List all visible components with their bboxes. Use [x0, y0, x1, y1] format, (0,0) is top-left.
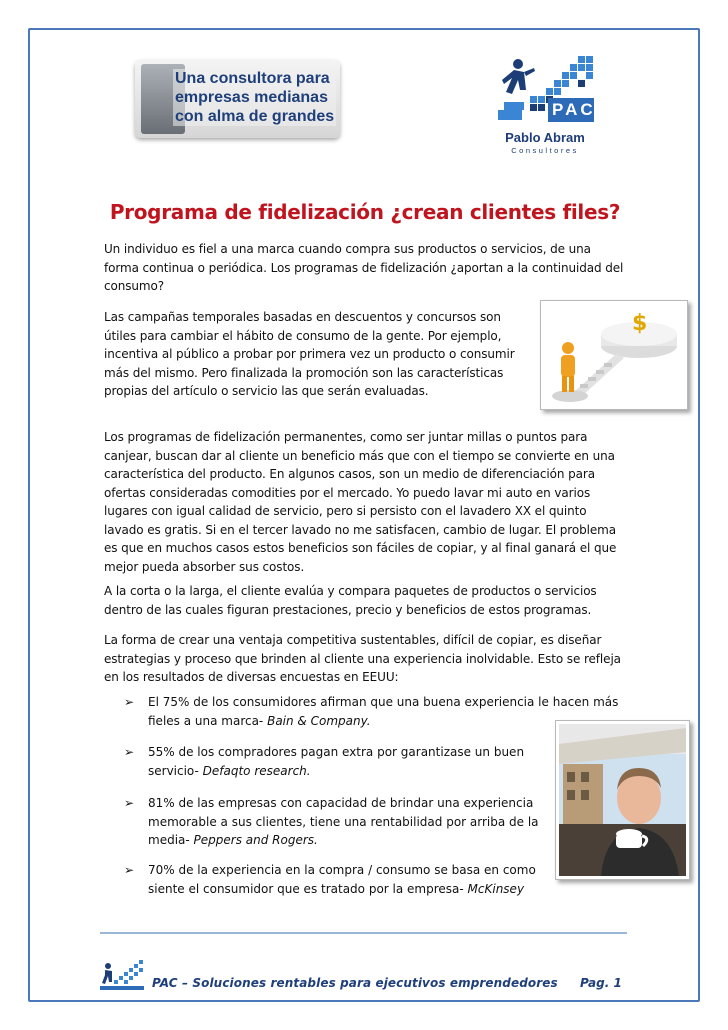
list-item [118, 743, 558, 780]
banner-text [173, 69, 336, 126]
header-banner [135, 60, 340, 138]
bullet-text: El 75% de los consumidores afirman que una buena experiencia le hacen más fieles a una marca- [148, 695, 619, 728]
logo-letters: PAC [552, 100, 596, 119]
bullet-source: Bain & Company. [267, 713, 371, 728]
list-item [118, 861, 556, 898]
stairs-illustration [544, 304, 684, 406]
bullet-text: 55% de los compradores pagan extra por garantizase un buen servicio- [148, 745, 525, 778]
arrow-bullet-icon: ➢ [124, 695, 135, 709]
bullet-text: 81% de las empresas con capacidad de brindar una experiencia memorable a sus clientes, tiene una rentabilidad por arriba de la media- [148, 796, 539, 847]
arrow-bullet-icon: ➢ [124, 745, 135, 759]
stairs-success-image [540, 300, 688, 410]
list-item [118, 794, 556, 850]
arrow-bullet-icon: ➢ [124, 796, 135, 810]
banner-line: con alma de grandes [175, 108, 335, 125]
banner-line: Una consultora para [173, 69, 336, 88]
logo-name: Pablo Abram [505, 130, 585, 145]
article-title: Programa de fidelización ¿crean clientes files? [109, 200, 621, 224]
paragraph: Los programas de fidelización permanentes, como ser juntar millas o puntos para canjear, buscan dar al cliente un beneficio más que con el tiempo se convierte en una característica del producto. En algunos casos, son un medio de diferenciación para ofertas consideradas comodities por el mercado. Yo puedo lavar mi auto en varios lugares con igual calidad de servicio, pero si persisto con el lavadero XX el quinto lavado es gratis. Si en el tercer lavado no me satisfacen, cambio de lugar. El problema es que en muchos casos estos beneficios son fáciles de copiar, y al final ganará el que mejor pueda absorber sus costos. [104, 430, 617, 574]
paragraph: Un individuo es fiel a una marca cuando compra sus productos o servicios, de una forma continua o periódica. Los programas de fidelización ¿aportan a la continuidad del consumo? [104, 242, 624, 293]
logo-subtitle: Consultores [511, 146, 579, 155]
pac-logo [490, 50, 600, 165]
bullet-source: Peppers and Rogers. [193, 833, 318, 847]
bullet-text: 70% de la experiencia en la compra / consumo se basa en como siente el consumidor que es tratado por la empresa- [148, 863, 536, 896]
paragraph: La forma de crear una ventaja competitiva sustentables, difícil de copiar, es diseñar estrategias y proceso que brinden al cliente una experiencia inolvidable. Esto se refleja en los resultados de diversas encuestas en EEUU: [104, 633, 621, 684]
footer-logo-icon [100, 956, 144, 992]
man-coffee-photo [555, 720, 690, 880]
svg-text:$: $ [632, 311, 648, 336]
bullet-source: McKinsey [467, 881, 525, 896]
paragraph: Las campañas temporales basadas en descuentos y concursos son útiles para cambiar el hábito de consumo de la gente. Por ejemplo, incentiva al público a probar por primera vez un producto o consumir más del mismo. Pero finalizada la promoción son las características propias del artículo o servicio las que serán evaluadas. [104, 310, 515, 398]
bullet-source: Defaqto research. [202, 763, 311, 778]
paragraph: A la corta o la larga, el cliente evalúa y compara paquetes de productos o servicios dentro de las cuales figuran prestaciones, precio y beneficios de estos programas. [104, 584, 597, 617]
coffee-photo-illustration [559, 724, 686, 876]
footer-divider [100, 932, 627, 934]
banner-line: empresas medianas [173, 88, 336, 107]
arrow-bullet-icon: ➢ [124, 863, 135, 877]
footer-tagline: PAC – Soluciones rentables para ejecutivos emprendedores [152, 976, 558, 990]
page-number: Pag. 1 [580, 976, 622, 990]
